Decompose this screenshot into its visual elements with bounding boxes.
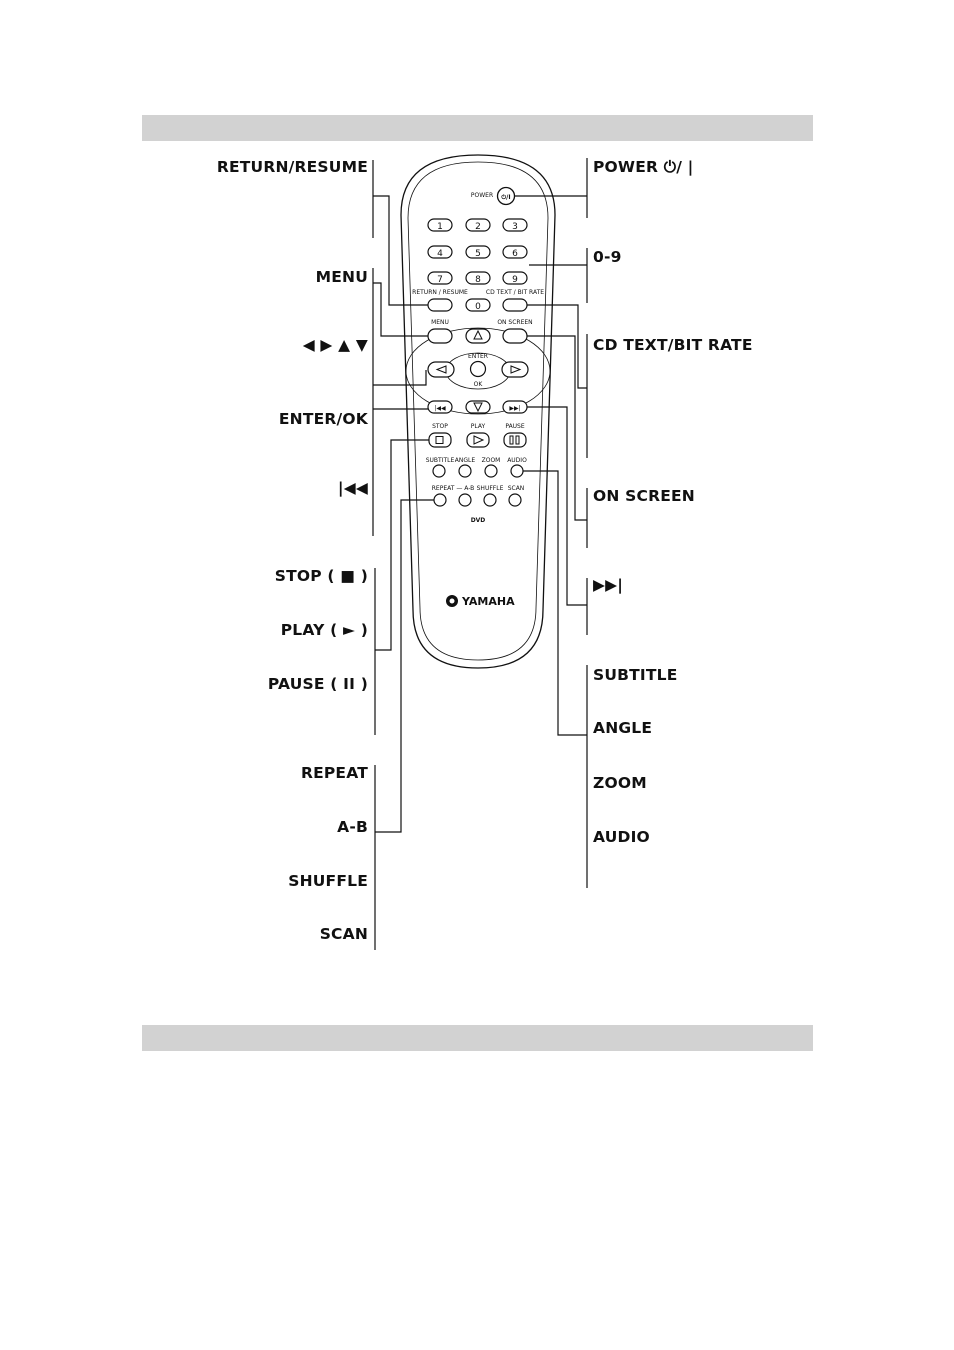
label-shuffle: SHUFFLE bbox=[288, 872, 368, 890]
label-menu: MENU bbox=[315, 268, 368, 286]
digit-button-6[interactable] bbox=[503, 246, 527, 259]
svg-text:⏻/I: ⏻/I bbox=[501, 194, 511, 201]
svg-text:2: 2 bbox=[475, 222, 481, 232]
label-next: ▶▶| bbox=[593, 576, 624, 594]
enter-text: ENTER bbox=[468, 353, 488, 360]
repeat-button[interactable] bbox=[434, 494, 446, 506]
digit-button-1[interactable] bbox=[428, 219, 452, 232]
label-enter-ok: ENTER/OK bbox=[278, 410, 368, 428]
label-prev: |◀◀ bbox=[337, 479, 368, 497]
repeat-ab-text: REPEAT — A-B bbox=[431, 485, 475, 492]
label-ab: A-B bbox=[337, 818, 368, 836]
ab-button[interactable] bbox=[459, 494, 471, 506]
scan-button[interactable] bbox=[509, 494, 521, 506]
label-return-resume: RETURN/RESUME bbox=[216, 158, 368, 176]
label-arrows: ◀ ▶ ▲ ▼ bbox=[302, 336, 368, 354]
label-play: PLAY ( ► ) bbox=[280, 621, 368, 639]
label-subtitle: SUBTITLE bbox=[593, 666, 678, 684]
digit-button-9[interactable] bbox=[503, 272, 527, 285]
label-cd-text: CD TEXT/BIT RATE bbox=[593, 336, 753, 354]
shuffle-button[interactable] bbox=[484, 494, 496, 506]
prev-button[interactable] bbox=[428, 401, 452, 413]
pause-button[interactable] bbox=[504, 433, 526, 447]
digit-button-2[interactable] bbox=[466, 219, 490, 232]
audio-button[interactable] bbox=[511, 465, 523, 477]
power-text: POWER bbox=[470, 192, 494, 199]
audio-text: AUDIO bbox=[507, 457, 527, 464]
return-resume-text: RETURN / RESUME bbox=[412, 289, 468, 296]
left-button[interactable] bbox=[428, 362, 454, 377]
dvd-text: DVD bbox=[470, 517, 486, 524]
enter-ok-button[interactable] bbox=[471, 362, 486, 377]
stop-button[interactable] bbox=[429, 433, 451, 447]
label-zoom: ZOOM bbox=[593, 774, 647, 792]
play-text: PLAY bbox=[470, 423, 486, 430]
right-button[interactable] bbox=[502, 362, 528, 377]
on-screen-text: ON SCREEN bbox=[497, 319, 533, 326]
svg-text:4: 4 bbox=[437, 249, 443, 259]
shuffle-text: SHUFFLE bbox=[476, 485, 504, 492]
svg-text:9: 9 bbox=[512, 275, 518, 285]
svg-text:8: 8 bbox=[475, 275, 481, 285]
scan-text: SCAN bbox=[507, 485, 525, 492]
digit-button-5[interactable] bbox=[466, 246, 490, 259]
yamaha-logo-icon bbox=[446, 595, 458, 607]
cd-text-button[interactable] bbox=[503, 299, 527, 311]
digit-button-7[interactable] bbox=[428, 272, 452, 285]
label-power: POWER ⏻/ | bbox=[593, 158, 694, 176]
angle-button[interactable] bbox=[459, 465, 471, 477]
digit-button-4[interactable] bbox=[428, 246, 452, 259]
svg-text:|◀◀: |◀◀ bbox=[434, 405, 446, 412]
zoom-button[interactable] bbox=[485, 465, 497, 477]
digit-button-3[interactable] bbox=[503, 219, 527, 232]
label-pause: PAUSE ( II ) bbox=[267, 675, 368, 693]
next-button[interactable] bbox=[503, 401, 527, 413]
zoom-text: ZOOM bbox=[481, 457, 501, 464]
label-audio: AUDIO bbox=[593, 828, 650, 846]
label-digits: 0-9 bbox=[593, 248, 622, 266]
angle-text: ANGLE bbox=[454, 457, 476, 464]
label-on-screen: ON SCREEN bbox=[593, 487, 695, 505]
label-angle: ANGLE bbox=[593, 719, 653, 737]
pause-text: PAUSE bbox=[505, 423, 525, 430]
brand-text: YAMAHA bbox=[462, 595, 515, 608]
up-button[interactable] bbox=[466, 329, 490, 343]
on-screen-button[interactable] bbox=[503, 329, 527, 343]
label-stop: STOP ( ■ ) bbox=[274, 567, 368, 585]
down-button[interactable] bbox=[466, 401, 490, 413]
menu-button[interactable] bbox=[428, 329, 452, 343]
subtitle-text: SUBTITLE bbox=[425, 457, 455, 464]
play-button[interactable] bbox=[467, 433, 489, 447]
svg-text:3: 3 bbox=[512, 222, 518, 232]
digit-button-8[interactable] bbox=[466, 272, 490, 285]
stop-text: STOP bbox=[432, 423, 448, 430]
ok-text: OK bbox=[473, 381, 483, 388]
digit-button-0[interactable] bbox=[466, 299, 490, 312]
svg-text:7: 7 bbox=[437, 275, 443, 285]
return-resume-button[interactable] bbox=[428, 299, 452, 311]
subtitle-button[interactable] bbox=[433, 465, 445, 477]
cd-text-text: CD TEXT / BIT RATE bbox=[485, 289, 545, 296]
menu-text: MENU bbox=[431, 319, 449, 326]
svg-text:6: 6 bbox=[512, 249, 518, 259]
label-repeat: REPEAT bbox=[300, 764, 368, 782]
svg-text:5: 5 bbox=[475, 249, 481, 259]
power-button[interactable] bbox=[498, 188, 515, 205]
svg-text:▶▶|: ▶▶| bbox=[509, 405, 521, 412]
label-scan: SCAN bbox=[319, 925, 368, 943]
svg-text:0: 0 bbox=[475, 302, 481, 312]
svg-text:1: 1 bbox=[437, 222, 443, 232]
